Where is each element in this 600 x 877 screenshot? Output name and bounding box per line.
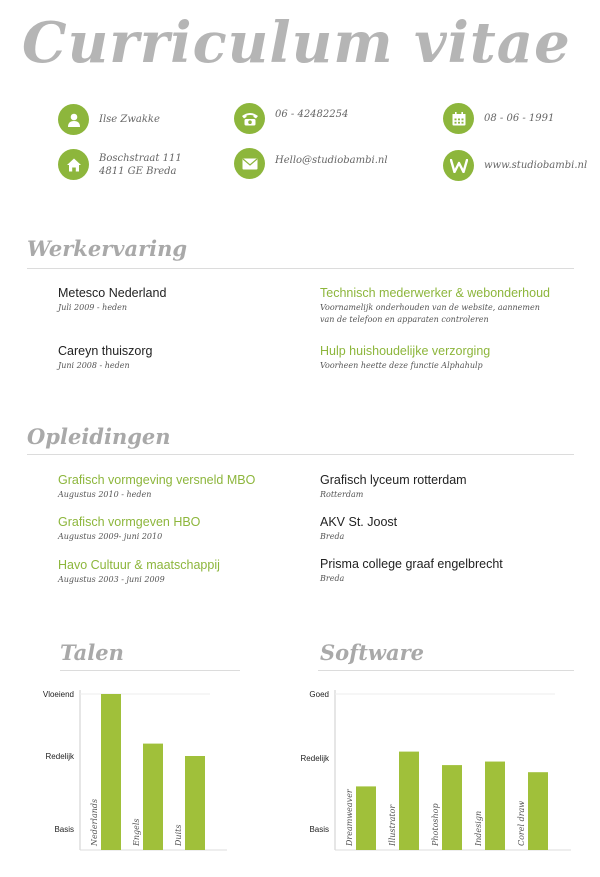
section-heading-werkervaring: Werkervaring [27, 236, 188, 261]
bar-corel-draw [528, 772, 548, 850]
y-tick-label: Basis [309, 825, 329, 834]
x-tick-label: Indesign [474, 810, 483, 846]
address-line-1: Boschstraat 111 [99, 152, 182, 164]
education-item: Grafisch lyceum rotterdam Rotterdam [320, 473, 467, 499]
work-item: Technisch mederwerker & webonderhoud Voornamelijk onderhouden van de website, aannemen van de telefoon en apparaten controleren [320, 286, 550, 324]
contact-name: Ilse Zwakke [58, 104, 160, 135]
y-tick-label: Redelijk [300, 754, 329, 763]
education-item: Grafisch vormgeven HBO Augustus 2009- juni 2010 [58, 515, 201, 541]
x-tick-label: Nederlands [90, 798, 99, 846]
x-tick-label: Duits [174, 824, 183, 846]
work-item: Careyn thuiszorg Juni 2008 - heden [58, 344, 153, 370]
y-tick-label: Goed [309, 690, 329, 699]
address-line-2: 4811 GE Breda [99, 165, 177, 177]
contact-birthdate: 08 - 06 - 1991 [443, 103, 554, 134]
x-tick-label: Photoshop [431, 803, 440, 846]
bar-dreamweaver [356, 786, 376, 850]
bar-indesign [485, 762, 505, 850]
contact-email: Hello@studiobambi.nl [234, 148, 388, 179]
work-item: Metesco Nederland Juli 2009 - heden [58, 286, 167, 312]
chart-title-talen: Talen [60, 640, 124, 665]
chart-title-software: Software [320, 640, 425, 665]
y-tick-label: Redelijk [45, 752, 74, 761]
bar-illustrator [399, 752, 419, 850]
education-item: Grafisch vormgeving versneld MBO Augustus 2010 - heden [58, 473, 256, 499]
y-tick-label: Basis [54, 825, 74, 834]
education-item: Prisma college graaf engelbrecht Breda [320, 557, 503, 583]
section-heading-opleidingen: Opleidingen [27, 424, 171, 449]
x-tick-label: Dreamweaver [345, 789, 354, 846]
contact-website: www.studiobambi.nl [443, 150, 587, 181]
education-item: AKV St. Joost Breda [320, 515, 398, 541]
x-tick-label: Engels [132, 818, 141, 846]
x-tick-label: Corel draw [517, 800, 526, 846]
x-tick-label: Illustrator [388, 804, 397, 846]
work-item: Hulp huishoudelijke verzorging Voorheen heette deze functie Alphahulp [320, 344, 491, 370]
page-title: Curriculum vitae [22, 10, 571, 76]
y-tick-label: Vloeiend [42, 690, 74, 699]
bar-photoshop [442, 765, 462, 850]
contact-phone: 06 - 42482254 [234, 103, 348, 134]
education-item: Havo Cultuur & maatschappij Augustus 2003 - juni 2009 [58, 558, 220, 584]
